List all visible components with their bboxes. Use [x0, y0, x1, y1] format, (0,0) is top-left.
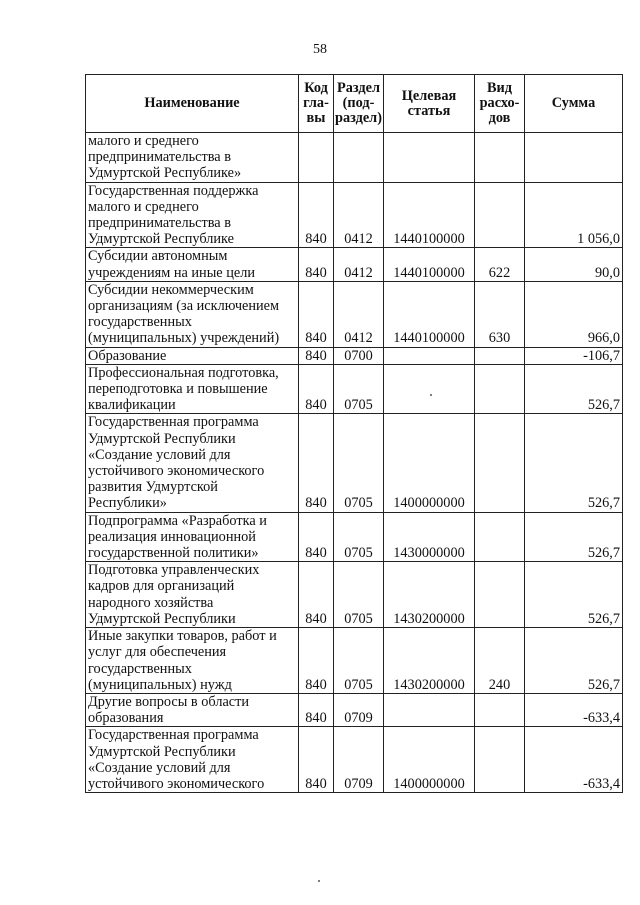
cell-section: [334, 133, 384, 183]
table-row: [86, 693, 623, 726]
cell-section: 0700: [334, 347, 384, 364]
cell-section: 0705: [334, 414, 384, 512]
cell-target-article: [384, 133, 475, 183]
table-row: [86, 628, 623, 694]
cell-section: 0412: [334, 281, 384, 347]
cell-target-article: [384, 347, 475, 364]
cell-name: Профессиональная подготовка, переподготовка и повышение квалификации: [86, 364, 299, 414]
cell-target-article: 1430200000: [384, 562, 475, 628]
cell-chapter-code: 840: [299, 512, 334, 562]
cell-target-article: 1430200000: [384, 628, 475, 694]
cell-chapter-code: 840: [299, 727, 334, 793]
table-row: [86, 562, 623, 628]
table-row: [86, 281, 623, 347]
header-target-article: Целевая статья: [384, 75, 475, 133]
cell-target-article: [384, 693, 475, 726]
cell-name: малого и среднего предпринимательства в Удмуртской Республике»: [86, 133, 299, 183]
cell-target-article: 1400000000: [384, 727, 475, 793]
header-name: Наименование: [86, 75, 299, 133]
cell-sum: -106,7: [525, 347, 623, 364]
table-header-row: [86, 75, 623, 133]
cell-sum: 526,7: [525, 562, 623, 628]
cell-expense-type: [475, 364, 525, 414]
cell-sum: 90,0: [525, 248, 623, 281]
cell-expense-type: [475, 562, 525, 628]
cell-target-article: 1440100000: [384, 182, 475, 248]
cell-target-article: 1440100000: [384, 248, 475, 281]
cell-target-article: 1440100000: [384, 281, 475, 347]
cell-chapter-code: 840: [299, 628, 334, 694]
table-row: [86, 133, 623, 183]
cell-name: Подготовка управленческих кадров для организаций народного хозяйства Удмуртской Республики: [86, 562, 299, 628]
table-row: [86, 182, 623, 248]
cell-expense-type: 240: [475, 628, 525, 694]
cell-name: Подпрограмма «Разработка и реализация инновационной государственной политики»: [86, 512, 299, 562]
cell-chapter-code: 840: [299, 693, 334, 726]
cell-section: 0705: [334, 512, 384, 562]
cell-chapter-code: 840: [299, 281, 334, 347]
table-row: [86, 727, 623, 793]
table-row: [86, 347, 623, 364]
cell-sum: 526,7: [525, 364, 623, 414]
cell-expense-type: [475, 347, 525, 364]
cell-sum: 526,7: [525, 628, 623, 694]
cell-chapter-code: [299, 133, 334, 183]
cell-sum: 526,7: [525, 414, 623, 512]
cell-name: Образование: [86, 347, 299, 364]
cell-section: 0412: [334, 248, 384, 281]
cell-expense-type: [475, 133, 525, 183]
cell-section: 0705: [334, 562, 384, 628]
cell-name: Иные закупки товаров, работ и услуг для обеспечения государственных (муниципальных) нужд: [86, 628, 299, 694]
cell-expense-type: [475, 727, 525, 793]
header-section: Раздел (под- раздел): [334, 75, 384, 133]
cell-sum: [525, 133, 623, 183]
cell-expense-type: 630: [475, 281, 525, 347]
table-row: [86, 512, 623, 562]
cell-sum: 1 056,0: [525, 182, 623, 248]
cell-section: 0705: [334, 364, 384, 414]
header-chapter-code: Код гла- вы: [299, 75, 334, 133]
cell-chapter-code: 840: [299, 364, 334, 414]
cell-name: Субсидии некоммерческим организациям (за исключением государственных (муниципальных) учреждений): [86, 281, 299, 347]
cell-section: 0709: [334, 693, 384, 726]
cell-sum: 966,0: [525, 281, 623, 347]
cell-section: 0705: [334, 628, 384, 694]
cell-section: 0709: [334, 727, 384, 793]
cell-target-article: 1430000000: [384, 512, 475, 562]
cell-expense-type: 622: [475, 248, 525, 281]
cell-section: 0412: [334, 182, 384, 248]
table-row: [86, 248, 623, 281]
cell-chapter-code: 840: [299, 562, 334, 628]
header-sum: Сумма: [525, 75, 623, 133]
budget-table: [85, 74, 623, 793]
cell-chapter-code: 840: [299, 248, 334, 281]
cell-name: Государственная программа Удмуртской Республики «Создание условий для устойчивого экономического: [86, 727, 299, 793]
cell-name: Другие вопросы в области образования: [86, 693, 299, 726]
cell-name: Государственная программа Удмуртской Республики «Создание условий для устойчивого экономического развития Удмуртской Республики»: [86, 414, 299, 512]
cell-sum: -633,4: [525, 693, 623, 726]
scan-speck: [430, 394, 432, 396]
cell-expense-type: [475, 693, 525, 726]
cell-chapter-code: 840: [299, 182, 334, 248]
cell-expense-type: [475, 414, 525, 512]
cell-expense-type: [475, 512, 525, 562]
cell-target-article: 1400000000: [384, 414, 475, 512]
table-body: [86, 133, 623, 793]
scan-speck: [318, 880, 320, 882]
cell-chapter-code: 840: [299, 347, 334, 364]
page-number: 58: [313, 42, 327, 57]
cell-expense-type: [475, 182, 525, 248]
cell-sum: 526,7: [525, 512, 623, 562]
table-row: [86, 414, 623, 512]
cell-name: Субсидии автономным учреждениям на иные цели: [86, 248, 299, 281]
header-expense-type: Вид расхо- дов: [475, 75, 525, 133]
table-row: [86, 364, 623, 414]
cell-sum: -633,4: [525, 727, 623, 793]
cell-chapter-code: 840: [299, 414, 334, 512]
cell-name: Государственная поддержка малого и среднего предпринимательства в Удмуртской Республике: [86, 182, 299, 248]
cell-target-article: [384, 364, 475, 414]
